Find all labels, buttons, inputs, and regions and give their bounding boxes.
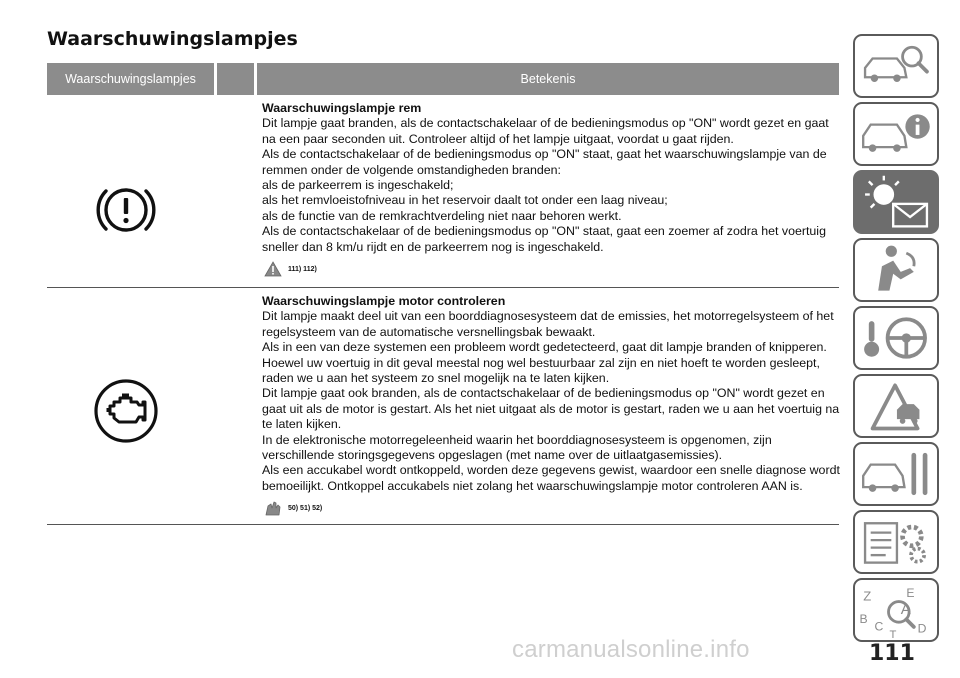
row-description — [262, 294, 840, 516]
nav-tab-index[interactable] — [853, 578, 939, 642]
row-line: als de parkeerrem is ingeschakeld; — [262, 178, 454, 193]
index-search-icon — [855, 580, 937, 640]
row-line: Als de contactschakelaar of de bedieningsmodus op "ON" staat, gaat het waarschuwingslampje van de remmen onder de volgende omstandigheden branden: — [262, 147, 827, 177]
table-row — [47, 288, 839, 525]
nav-tab-car-search[interactable] — [853, 34, 939, 98]
index-letter: D — [917, 621, 927, 636]
page-title: Waarschuwingslampjes — [47, 28, 298, 50]
nav-tab-specifications[interactable] — [853, 510, 939, 574]
row-line: Als de contactschakelaar of de bedieningsmodus op "ON" staat, gaat een zoemer af zodra het voertuig sneller dan 8 km/u rijdt en de parkeerrem nog is ingeschakeld. — [262, 224, 826, 254]
car-search-icon — [855, 36, 937, 96]
warning-refs: 50) 51) 52) — [288, 504, 323, 512]
index-letter: T — [889, 629, 897, 640]
row-line: als de functie van de remkrachtverdeling niet naar behoren werkt. — [262, 208, 622, 223]
warning-reference — [264, 261, 840, 277]
table-header — [47, 63, 839, 95]
column-header-spacer — [217, 63, 254, 95]
row-description — [262, 101, 840, 277]
row-line: als het remvloeistofniveau in het reservoir daalt tot onder een laag niveau; — [262, 193, 668, 208]
row-line: In de elektronische motorregeleenheid waarin het boorddiagnosesysteem is opgenomen, zijn verschillende storingsgegevens opgeslagen (met name over de uitlaatgasemissies). — [262, 432, 772, 463]
specifications-gears-icon — [855, 512, 937, 572]
row-line: Dit lampje gaat ook branden, als de contactschakelaar of de bedieningsmodus op "ON" wordt gezet en gaat uit als de motor is gestart. Als het niet uitgaat als de motor is gestart, raden we u aan het voertuig na te laten kijken. — [262, 386, 840, 432]
brake-warning-icon — [93, 177, 159, 243]
engine-check-icon — [93, 378, 159, 444]
column-header-warning-lights: Waarschuwingslampjes — [47, 63, 214, 95]
row-line: Dit lampje gaat branden, als de contactschakelaar of de bedieningsmodus op "ON" wordt gezet en gaat na een paar seconden uit. Controleer altijd of het lampje uitgaat, voordat u gaat rijden. — [262, 116, 829, 146]
column-header-meaning: Betekenis — [257, 63, 839, 95]
nav-tab-warning-lights[interactable] — [853, 170, 939, 234]
warning-triangle-icon — [264, 261, 282, 277]
warning-light-message-icon — [855, 172, 937, 232]
car-info-icon — [855, 104, 937, 164]
index-letter: A — [900, 600, 911, 618]
row-line: Dit lampje maakt deel uit van een boorddiagnosesysteem dat de emissies, het motorregelsysteem of het regelsysteem van de automatische versnellingsbak bewaakt. — [262, 309, 834, 339]
warning-refs: 111) 112) — [288, 265, 317, 273]
row-line: Als in een van deze systemen een probleem wordt gedetecteerd, gaat dit lampje branden of knipperen. Hoewel uw voertuig in dit geval meestal nog wel bestuurbaar zal zijn en niet hoeft te worden gesleept, raden we u aan het systeem zo snel mogelijk na te laten kijken. — [262, 340, 827, 386]
breakdown-warning-icon — [855, 376, 937, 436]
row-title: Waarschuwingslampje rem — [262, 101, 422, 115]
table-row — [47, 95, 839, 288]
page-number: 111 — [869, 641, 915, 666]
nav-tab-emergency[interactable] — [853, 374, 939, 438]
nav-tab-starting-driving[interactable] — [853, 306, 939, 370]
index-letter: Z — [863, 588, 872, 604]
row-title: Waarschuwingslampje motor controleren — [262, 294, 506, 308]
key-steering-wheel-icon — [855, 308, 937, 368]
index-letter: E — [906, 585, 915, 600]
hand-caution-icon — [264, 500, 282, 516]
nav-tab-maintenance[interactable] — [853, 442, 939, 506]
nav-tab-car-info[interactable] — [853, 102, 939, 166]
watermark: carmanualsonline.info — [512, 636, 750, 663]
warning-reference — [264, 500, 840, 516]
index-letter: C — [874, 619, 884, 634]
index-letter: B — [859, 612, 868, 627]
airbag-seat-icon — [855, 240, 937, 300]
nav-tab-safety[interactable] — [853, 238, 939, 302]
car-tools-icon — [855, 444, 937, 504]
row-line: Als een accukabel wordt ontkoppeld, worden deze gegevens gewist, waardoor een snelle diagnose wordt bemoeilijkt. Ontkoppel accukabels niet zolang het waarschuwingslampje motor controleren AAN is. — [262, 463, 840, 493]
